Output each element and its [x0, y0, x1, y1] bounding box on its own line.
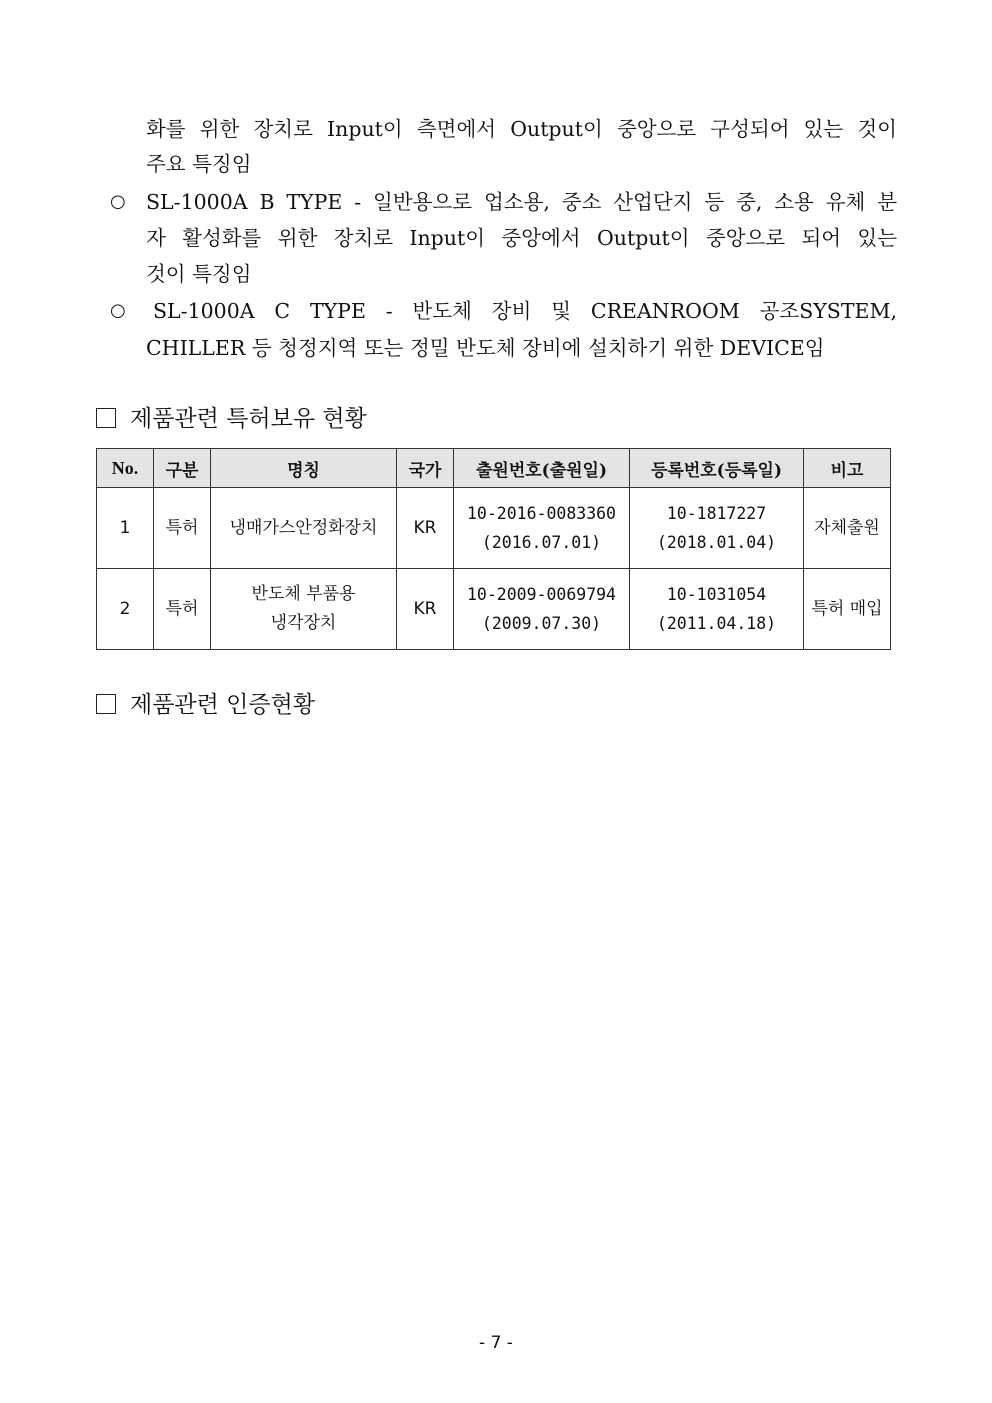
cell-country: KR	[397, 569, 454, 650]
cell-name	[211, 488, 397, 569]
cell-type: 특허	[154, 488, 211, 569]
table-row	[97, 569, 891, 650]
cell-application	[454, 488, 630, 569]
cell-reg-date: (2011.04.18)	[656, 614, 777, 633]
bullet-c-line-2: CHILLER 등 청정지역 또는 정밀 반도체 장비에 설치하기 위한 DEVICE임	[146, 336, 825, 360]
header-application: 출원번호(출원일)	[454, 449, 630, 488]
cell-reg-number: 10-1817227	[666, 504, 767, 523]
cell-no: 1	[97, 488, 154, 569]
checkbox-icon	[96, 408, 116, 428]
page-number: - 7 -	[479, 1333, 513, 1353]
cell-type: 특허	[154, 569, 211, 650]
header-no: No.	[97, 449, 154, 488]
cell-app-number: 10-2009-0069794	[466, 585, 616, 604]
checkbox-icon	[96, 694, 116, 714]
bullet-b-line-3: 것이 특징임	[146, 262, 252, 286]
bullet-b-line-1: SL-1000A B TYPE - 일반용으로 업소용, 중소 산업단지 등 중, 소용 유체 분	[146, 190, 897, 214]
patents-section-heading	[96, 404, 367, 434]
header-country: 국가	[397, 449, 454, 488]
cell-name-line-1: 냉매가스안정화장치	[229, 517, 378, 538]
patents-section-title: 제품관련 특허보유 현황	[130, 406, 367, 432]
cell-registration	[630, 569, 804, 650]
header-name: 명칭	[211, 449, 397, 488]
cell-no: 2	[97, 569, 154, 650]
patent-table	[96, 448, 891, 650]
bullet-marker: ○	[110, 191, 126, 212]
table-header-row	[97, 449, 891, 488]
bullet-c-line-1: SL-1000A C TYPE - 반도체 장비 및 CREANROOM 공조SYSTEM,	[153, 299, 897, 323]
header-note: 비고	[804, 449, 891, 488]
cell-note: 자체출원	[804, 488, 891, 569]
cell-app-date: (2009.07.30)	[481, 614, 602, 633]
cell-name	[211, 569, 397, 650]
header-registration: 등록번호(등록일)	[630, 449, 804, 488]
cell-name-line-1: 반도체 부품용	[251, 584, 356, 604]
bullet-marker: ○	[110, 300, 126, 321]
cell-reg-date: (2018.01.04)	[656, 533, 777, 552]
intro-line-1: 화를 위한 장치로 Input이 측면에서 Output이 중앙으로 구성되어 있는 것이	[146, 117, 897, 141]
cell-application	[454, 569, 630, 650]
cert-section-heading	[96, 690, 315, 720]
cell-reg-number: 10-1031054	[666, 585, 767, 604]
cell-note: 특허 매입	[804, 569, 891, 650]
intro-line-2: 주요 특징임	[146, 152, 252, 176]
table-row	[97, 488, 891, 569]
cell-app-date: (2016.07.01)	[481, 533, 602, 552]
header-type: 구분	[154, 449, 211, 488]
cell-app-number: 10-2016-0083360	[466, 504, 616, 523]
cell-name-line-2: 냉각장치	[270, 613, 337, 633]
cert-section-title: 제품관련 인증현황	[130, 692, 316, 718]
cell-country: KR	[397, 488, 454, 569]
cell-registration	[630, 488, 804, 569]
bullet-b-line-2: 자 활성화를 위한 장치로 Input이 중앙에서 Output이 중앙으로 되어 있는	[146, 226, 897, 250]
